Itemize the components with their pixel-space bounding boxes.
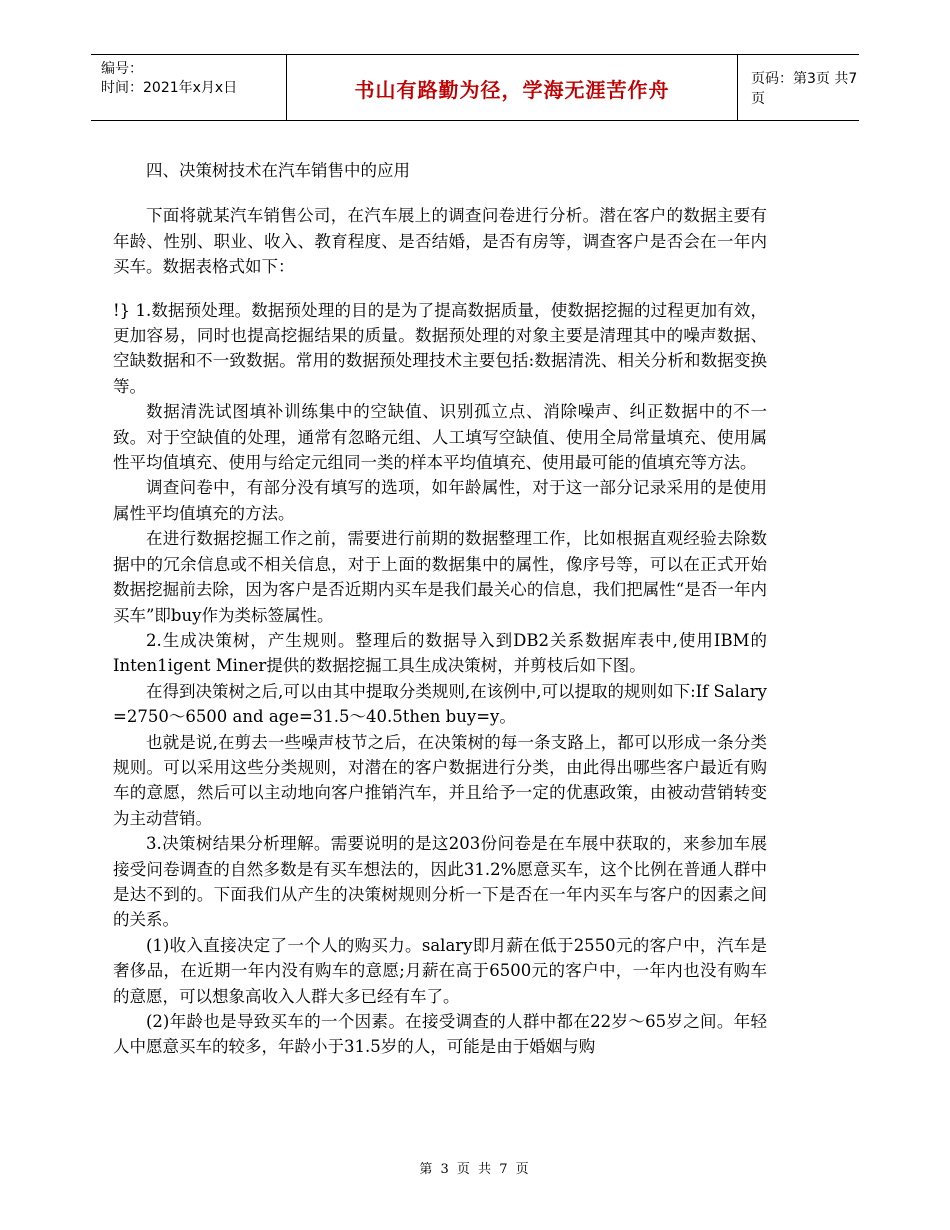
paragraph: 3.决策树结果分析理解。需要说明的是这203份问卷是在车展中获取的，来参加车展接受问卷调查的自然多数是有买车想法的，因此31.2%愿意买车，这个比例在普通人群中是达不到的。下面我们从产生的决策树规则分析一下是否在一年内买车与客户的因素之间的关系。 xyxy=(113,834,767,930)
time-label: 时间：2021年x月x日 xyxy=(101,80,238,96)
page-footer: 第 3 页 共 7 页 xyxy=(419,1162,531,1177)
paragraph: 也就是说,在剪去一些噪声枝节之后，在决策树的每一条支路上，都可以形成一条分类规则。可以采用这些分类规则，对潜在的客户数据进行分类，由此得出哪些客户最近有购车的意愿，然后可以主动地向客户推销汽车，并且给予一定的优惠政策，由被动营销转变为主动营销。 xyxy=(113,732,767,828)
motto: 书山有路勤为径，学海无涯苦作舟 xyxy=(286,55,738,121)
paragraph: 在得到决策树之后,可以由其中提取分类规则,在该例中,可以提取的规则如下:If Salary =2750～6500 and age=31.5～40.5then buy=y。 xyxy=(113,681,767,727)
page-header xyxy=(91,54,859,121)
number-label: 编号： xyxy=(101,61,143,77)
paragraph: (1)收入直接决定了一个人的购买力。salary即月薪在低于2550元的客户中，汽车是奢侈品，在近期一年内没有购车的意愿;月薪在高于6500元的客户中，一年内也没有购车的意愿，可以想象高收入人群大多已经有车了。 xyxy=(113,935,767,1006)
document-body xyxy=(113,158,767,1060)
paragraph: 数据清洗试图填补训练集中的空缺值、识别孤立点、消除噪声、纠正数据中的不一致。对于空缺值的处理，通常有忽略元组、人工填写空缺值、使用全局常量填充、使用属性平均值填充、使用与给定元组同一类的样本平均值填充、使用最可能的值填充等方法。 xyxy=(113,402,767,473)
paragraph: 2.生成决策树，产生规则。整理后的数据导入到DB2关系数据库表中,使用IBM的Inten1igent Miner提供的数据挖掘工具生成决策树，并剪枝后如下图。 xyxy=(113,630,767,676)
paragraph: 下面将就某汽车销售公司，在汽车展上的调查问卷进行分析。潜在客户的数据主要有年龄、性别、职业、收入、教育程度、是否结婚，是否有房等，调查客户是否会在一年内买车。数据表格式如下： xyxy=(113,206,767,277)
paragraph: !} 1.数据预处理。数据预处理的目的是为了提高数据质量，使数据挖掘的过程更加有效，更加容易，同时也提高挖掘结果的质量。数据预处理的对象主要是清理其中的噪声数据、空缺数据和不一致数据。常用的数据预处理技术主要包括:数据清洗、相关分析和数据变换等。 xyxy=(113,300,767,396)
paragraph: 在进行数据挖掘工作之前，需要进行前期的数据整理工作，比如根据直观经验去除数据中的冗余信息或不相关信息，对于上面的数据集中的属性，像序号等，可以在正式开始数据挖掘前去除，因为客户是否近期内买车是我们最关心的信息，我们把属性“是否一年内买车”即buy作为类标签属性。 xyxy=(113,529,767,625)
section-heading: 四、决策树技术在汽车销售中的应用 xyxy=(146,161,410,180)
paragraph: 调查问卷中，有部分没有填写的选项，如年龄属性，对于这一部分记录采用的是使用属性平均值填充的方法。 xyxy=(113,478,767,523)
page-info: 页码：第3页 共7页 xyxy=(751,71,858,107)
paragraph: (2)年龄也是导致买车的一个因素。在接受调查的人群中都在22岁～65岁之间。年轻人中愿意买车的较多，年龄小于31.5岁的人，可能是由于婚姻与购 xyxy=(113,1012,767,1057)
header-meta xyxy=(101,60,237,98)
